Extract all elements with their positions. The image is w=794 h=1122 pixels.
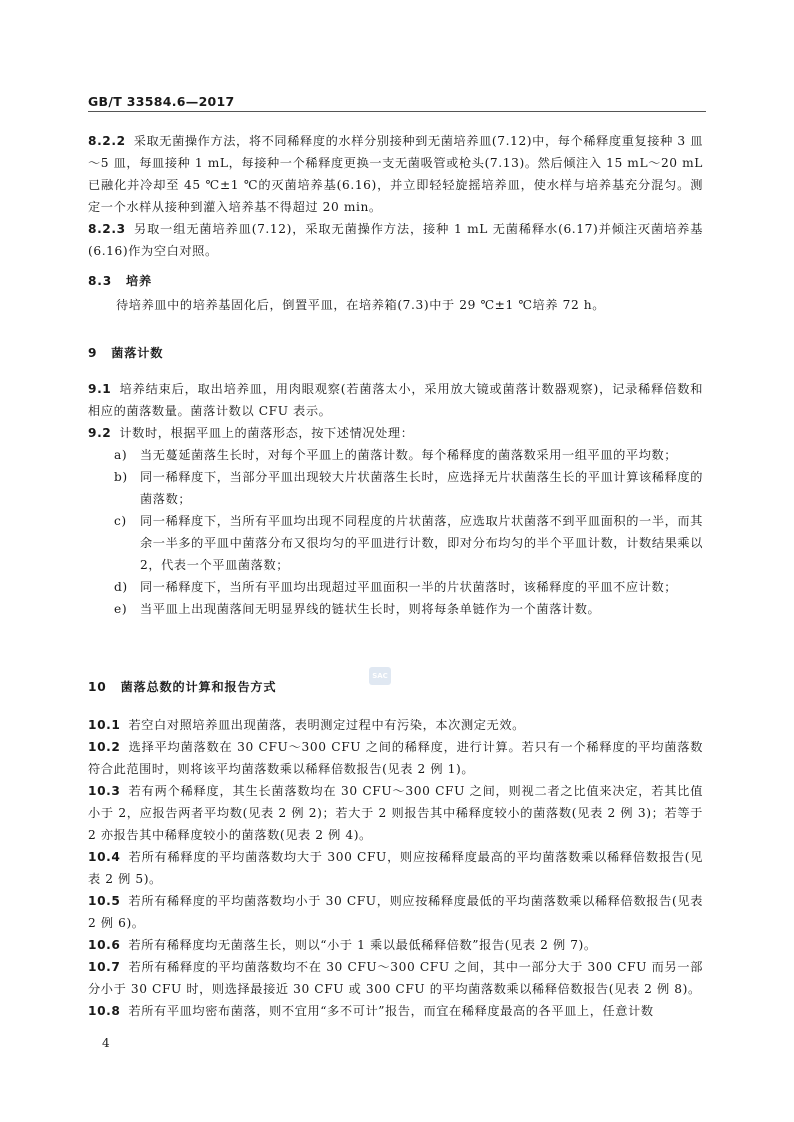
clause-number: 10.2 xyxy=(88,740,121,754)
list-marker: b) xyxy=(114,470,128,484)
clause-text: 采取无菌操作方法，将不同稀释度的水样分别接种到无菌培养皿(7.12)中，每个稀释度重复接种 3 皿～5 皿，每皿接种 1 mL，每接种一个稀释度更换一支无菌吸管或枪头(7.13)。然后倾注入 15 mL～20 mL 已融化并冷却至 45 ℃±1 ℃的灭菌培养基(6.16)，并立即轻轻旋摇培养皿，使水样与培养基充分混匀。测定一个水样从接种到灌入培养基不得超过 20 min。 xyxy=(88,134,704,214)
list-marker: a) xyxy=(114,448,128,462)
clause-10-group xyxy=(88,714,703,1022)
list-item-text: 当无蔓延菌落生长时，对每个平皿上的菌落计数。每个稀释度的菌落数采用一组平皿的平均数； xyxy=(140,448,678,462)
heading-title: 菌落总数的计算和报告方式 xyxy=(120,680,277,694)
clause-text: 计数时，根据平皿上的菌落形态，按下述情况处理： xyxy=(119,426,414,440)
clause-8-2-2 xyxy=(88,130,703,218)
clause-10-1 xyxy=(88,714,703,736)
list-item xyxy=(88,466,703,510)
clause-number: 9.2 xyxy=(88,426,112,440)
clause-text: 若空白对照培养皿出现菌落，表明测定过程中有污染，本次测定无效。 xyxy=(128,718,525,732)
list-marker: e) xyxy=(114,602,128,616)
clause-text: 培养结束后，取出培养皿，用肉眼观察(若菌落太小，采用放大镜或菌落计数器观察)，记录稀释倍数和相应的菌落数量。菌落计数以 CFU 表示。 xyxy=(88,382,703,418)
clause-number: 10.6 xyxy=(88,938,121,952)
clause-number: 10.5 xyxy=(88,894,121,908)
sac-watermark-logo: SAC xyxy=(369,667,391,685)
clause-10-2 xyxy=(88,736,703,780)
clause-10-5 xyxy=(88,890,703,934)
header-rule xyxy=(88,111,706,112)
heading-title: 菌落计数 xyxy=(111,346,164,360)
clause-text: 另取一组无菌培养皿(7.12)，采取无菌操作方法，接种 1 mL 无菌稀释水(6.17)并倾注灭菌培养基(6.16)作为空白对照。 xyxy=(88,222,703,258)
clause-number: 10.1 xyxy=(88,718,121,732)
clause-text: 若所有稀释度的平均菌落数均不在 30 CFU～300 CFU 之间，其中一部分大于 300 CFU 而另一部分小于 30 CFU 时，则选择最接近 30 CFU 或 300 CFU 的平均菌落数乘以稀释倍数报告(见表 2 例 8)。 xyxy=(88,960,703,996)
clause-number: 10.7 xyxy=(88,960,121,974)
section-heading-8-3 xyxy=(88,272,152,289)
list-marker: c) xyxy=(114,514,127,528)
list-item-text: 同一稀释度下，当部分平皿出现较大片状菌落生长时，应选择无片状菌落生长的平皿计算该稀释度的菌落数； xyxy=(140,470,703,506)
clause-8-2-3 xyxy=(88,218,703,262)
clause-10-4 xyxy=(88,846,703,890)
clause-text: 若有两个稀释度，其生长菌落数均在 30 CFU～300 CFU 之间，则视二者之比值来决定，若其比值小于 2，应报告两者平均数(见表 2 例 2)；若大于 2 则报告其中稀释度较小的菌落数(见表 2 例 3)；若等于 2 亦报告其中稀释度较小的菌落数(见表 2 例 4)。 xyxy=(88,784,703,842)
clause-number: 9.1 xyxy=(88,382,112,396)
heading-number: 8.3 xyxy=(88,274,112,288)
list-item xyxy=(88,510,703,576)
counting-rules-list xyxy=(88,444,703,620)
heading-number: 10 xyxy=(88,680,107,694)
heading-title: 培养 xyxy=(126,274,152,288)
heading-number: 9 xyxy=(88,346,98,360)
list-item-text: 同一稀释度下，当所有平皿均出现不同程度的片状菌落，应选取片状菌落不到平皿面积的一半，而其余一半多的平皿中菌落分布又很均匀的平皿进行计数，即对分布均匀的半个平皿计数，计数结果乘以 2，代表一个平皿菌落数； xyxy=(140,514,703,572)
clause-number: 8.2.2 xyxy=(88,134,126,148)
section-heading-10 xyxy=(88,678,276,695)
list-item-text: 当平皿上出现菌落间无明显界线的链状生长时，则将每条单链作为一个菌落计数。 xyxy=(140,602,601,616)
list-item-text: 同一稀释度下，当所有平皿均出现超过平皿面积一半的片状菌落时，该稀释度的平皿不应计数； xyxy=(140,580,678,594)
page-number: 4 xyxy=(102,1036,110,1050)
clause-10-8 xyxy=(88,1000,703,1022)
list-item xyxy=(88,444,703,466)
section-heading-9 xyxy=(88,344,163,361)
standard-number-header: GB/T 33584.6—2017 xyxy=(88,94,235,109)
clause-text: 若所有平皿均密布菌落，则不宜用“多不可计”报告，而宜在稀释度最高的各平皿上，任意计数 xyxy=(128,1004,654,1018)
clause-text: 选择平均菌落数在 30 CFU～300 CFU 之间的稀释度，进行计算。若只有一个稀释度的平均菌落数符合此范围时，则将该平均菌落数乘以稀释倍数报告(见表 2 例 1)。 xyxy=(88,740,703,776)
paragraph-8-3: 待培养皿中的培养基固化后，倒置平皿，在培养箱(7.3)中于 29 ℃±1 ℃培养 72 h。 xyxy=(116,298,606,312)
clause-text: 若所有稀释度的平均菌落数均大于 300 CFU，则应按稀释度最高的平均菌落数乘以稀释倍数报告(见表 2 例 5)。 xyxy=(88,850,703,886)
clause-10-6 xyxy=(88,934,703,956)
clause-number: 10.3 xyxy=(88,784,121,798)
clause-9-1 xyxy=(88,378,703,422)
list-item xyxy=(88,598,703,620)
clause-text: 若所有稀释度均无菌落生长，则以“小于 1 乘以最低稀释倍数”报告(见表 2 例 7)。 xyxy=(128,938,597,952)
list-item xyxy=(88,576,703,598)
clause-10-3 xyxy=(88,780,703,846)
clause-text: 若所有稀释度的平均菌落数均小于 30 CFU，则应按稀释度最低的平均菌落数乘以稀释倍数报告(见表 2 例 6)。 xyxy=(88,894,703,930)
list-marker: d) xyxy=(114,580,128,594)
clause-9-2 xyxy=(88,422,703,444)
clause-number: 10.4 xyxy=(88,850,121,864)
clause-number: 8.2.3 xyxy=(88,222,126,236)
clause-number: 10.8 xyxy=(88,1004,121,1018)
clause-10-7 xyxy=(88,956,703,1000)
